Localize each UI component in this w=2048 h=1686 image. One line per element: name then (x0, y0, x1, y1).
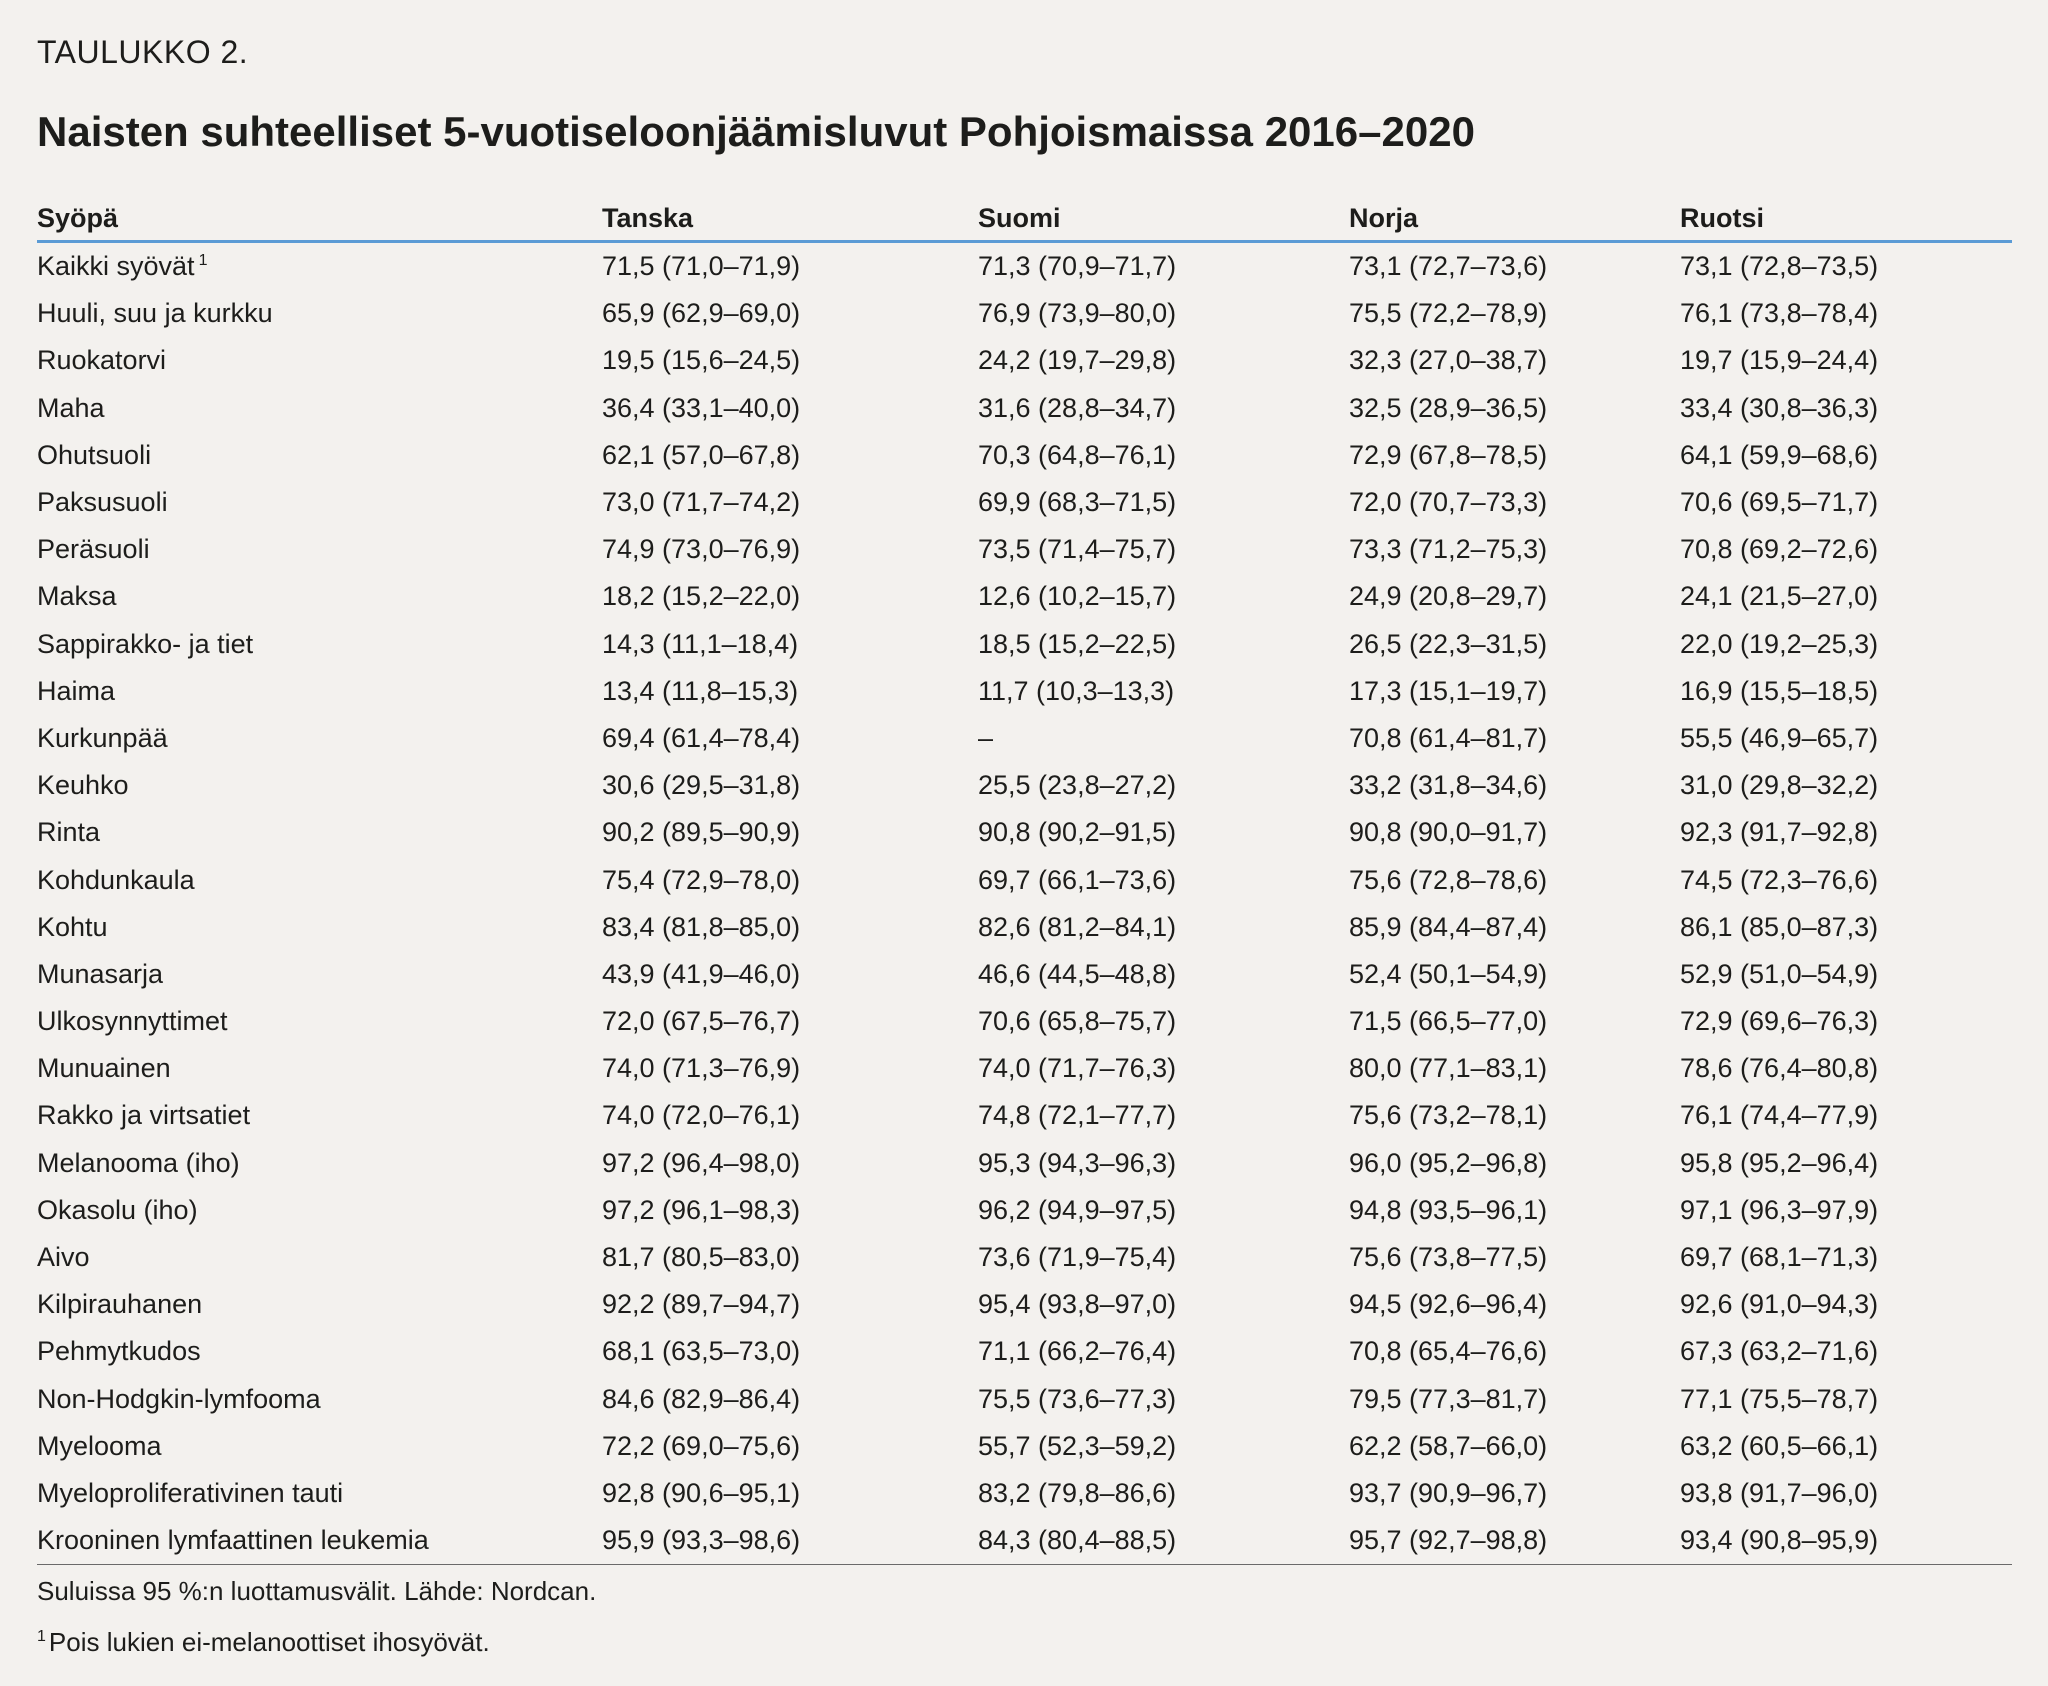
survival-value-sweden: 93,8 (91,7–96,0) (1680, 1477, 1879, 1508)
cancer-type-cell (37, 337, 602, 384)
survival-value-finland: 75,5 (73,6–77,3) (978, 1383, 1177, 1414)
survival-value-finland: 83,2 (79,8–86,6) (978, 1477, 1177, 1508)
table-row (37, 1281, 2012, 1328)
table-row (37, 432, 2012, 479)
survival-value-finland: 69,7 (66,1–73,6) (978, 864, 1177, 895)
cancer-type-cell (37, 1092, 602, 1139)
survival-value-finland: 74,8 (72,1–77,7) (978, 1100, 1177, 1131)
survival-value-sweden: 70,8 (69,2–72,6) (1680, 534, 1879, 565)
cancer-type-label: Sappirakko- ja tiet (37, 628, 254, 659)
survival-value-denmark: 97,2 (96,4–98,0) (602, 1147, 801, 1178)
survival-value-norway: 70,8 (61,4–81,7) (1349, 722, 1548, 753)
survival-value-norway: 75,6 (73,8–77,5) (1349, 1242, 1548, 1273)
cancer-type-cell (37, 479, 602, 526)
survival-value-norway: 72,0 (70,7–73,3) (1349, 487, 1548, 518)
cancer-type-label: Rinta (37, 817, 101, 848)
table-row (37, 809, 2012, 856)
survival-value-sweden: 69,7 (68,1–71,3) (1680, 1242, 1879, 1273)
table-row (37, 1470, 2012, 1517)
survival-value-sweden: 78,6 (76,4–80,8) (1680, 1053, 1879, 1084)
survival-value-norway: 32,3 (27,0–38,7) (1349, 345, 1548, 376)
survival-value-denmark: 68,1 (63,5–73,0) (602, 1336, 801, 1367)
table-row (37, 668, 2012, 715)
survival-value-denmark: 74,0 (71,3–76,9) (602, 1053, 801, 1084)
exclusion-footnote (37, 1627, 490, 1658)
survival-value-denmark: 30,6 (29,5–31,8) (602, 770, 801, 801)
cancer-type-cell (37, 1281, 602, 1328)
survival-value-finland: 73,6 (71,9–75,4) (978, 1242, 1177, 1273)
survival-value-norway: 85,9 (84,4–87,4) (1349, 911, 1548, 942)
survival-value-sweden: 74,5 (72,3–76,6) (1680, 864, 1879, 895)
survival-value-norway: 17,3 (15,1–19,7) (1349, 675, 1548, 706)
survival-value-norway: 26,5 (22,3–31,5) (1349, 628, 1548, 659)
cancer-type-cell (37, 998, 602, 1045)
survival-value-norway: 79,5 (77,3–81,7) (1349, 1383, 1548, 1414)
cancer-type-label: Non-Hodgkin-lymfooma (37, 1383, 321, 1414)
survival-value-denmark: 62,1 (57,0–67,8) (602, 439, 801, 470)
cancer-type-cell (37, 1328, 602, 1375)
cancer-type-label: Krooninen lymfaattinen leukemia (37, 1525, 429, 1556)
survival-value-finland: 31,6 (28,8–34,7) (978, 392, 1177, 423)
cancer-type-label: Ohutsuoli (37, 439, 152, 470)
cancer-type-cell (37, 385, 602, 432)
cancer-type-cell (37, 621, 602, 668)
cancer-type-cell (37, 1423, 602, 1470)
source-footnote: Suluissa 95 %:n luottamusvälit. Lähde: Nordcan. (37, 1576, 597, 1606)
survival-value-norway: 96,0 (95,2–96,8) (1349, 1147, 1548, 1178)
table-row (37, 573, 2012, 620)
cancer-type-cell (37, 1517, 602, 1565)
cancer-type-cell (37, 1045, 602, 1092)
cancer-type-label: Keuhko (37, 770, 129, 801)
survival-value-norway: 32,5 (28,9–36,5) (1349, 392, 1548, 423)
survival-value-sweden: 76,1 (73,8–78,4) (1680, 298, 1879, 329)
survival-value-sweden: 76,1 (74,4–77,9) (1680, 1100, 1879, 1131)
cancer-type-label: Kurkunpää (37, 722, 168, 753)
survival-value-sweden: 70,6 (69,5–71,7) (1680, 487, 1879, 518)
table-row (37, 904, 2012, 951)
survival-value-denmark: 69,4 (61,4–78,4) (602, 722, 801, 753)
survival-table (37, 197, 2012, 1565)
table-row (37, 1092, 2012, 1139)
survival-value-denmark: 71,5 (71,0–71,9) (602, 251, 801, 282)
cancer-type-cell (37, 432, 602, 479)
cancer-type-label: Kohtu (37, 911, 108, 942)
survival-value-norway: 24,9 (20,8–29,7) (1349, 581, 1548, 612)
survival-value-denmark: 72,0 (67,5–76,7) (602, 1006, 801, 1037)
survival-value-finland: 82,6 (81,2–84,1) (978, 911, 1177, 942)
survival-value-denmark: 36,4 (33,1–40,0) (602, 392, 801, 423)
table-row (37, 762, 2012, 809)
survival-value-finland: 55,7 (52,3–59,2) (978, 1430, 1177, 1461)
cancer-type-label: Maha (37, 392, 105, 423)
header-norway: Norja (1349, 197, 1680, 242)
survival-value-sweden: 72,9 (69,6–76,3) (1680, 1006, 1879, 1037)
survival-value-finland: 70,6 (65,8–75,7) (978, 1006, 1177, 1037)
survival-value-sweden: 33,4 (30,8–36,3) (1680, 392, 1879, 423)
cancer-type-label: Myeloproliferativinen tauti (37, 1477, 344, 1508)
survival-value-denmark: 92,2 (89,7–94,7) (602, 1289, 801, 1320)
cancer-type-label: Kilpirauhanen (37, 1289, 203, 1320)
survival-value-norway: 52,4 (50,1–54,9) (1349, 958, 1548, 989)
survival-value-finland: 18,5 (15,2–22,5) (978, 628, 1177, 659)
table-row (37, 1328, 2012, 1375)
cancer-type-cell (37, 1234, 602, 1281)
cancer-type-label: Maksa (37, 581, 117, 612)
cancer-type-label: Okasolu (iho) (37, 1194, 198, 1225)
cancer-type-label: Melanooma (iho) (37, 1147, 240, 1178)
survival-value-finland: 12,6 (10,2–15,7) (978, 581, 1177, 612)
table-header-row (37, 197, 2012, 242)
survival-value-norway: 33,2 (31,8–34,6) (1349, 770, 1548, 801)
cancer-type-label: Ruokatorvi (37, 345, 167, 376)
cancer-type-cell (37, 1470, 602, 1517)
survival-value-denmark: 19,5 (15,6–24,5) (602, 345, 801, 376)
header-denmark: Tanska (602, 197, 978, 242)
cancer-type-label: Rakko ja virtsatiet (37, 1100, 251, 1131)
cancer-type-label: Myelooma (37, 1430, 162, 1461)
cancer-type-label: Haima (37, 675, 116, 706)
survival-value-norway: 70,8 (65,4–76,6) (1349, 1336, 1548, 1367)
table-row (37, 1423, 2012, 1470)
survival-value-finland: 90,8 (90,2–91,5) (978, 817, 1177, 848)
survival-value-denmark: 18,2 (15,2–22,0) (602, 581, 801, 612)
table-body (37, 242, 2012, 1565)
table-row (37, 1187, 2012, 1234)
survival-value-denmark: 13,4 (11,8–15,3) (602, 675, 799, 706)
survival-value-denmark: 92,8 (90,6–95,1) (602, 1477, 801, 1508)
table-row (37, 621, 2012, 668)
survival-value-norway: 90,8 (90,0–91,7) (1349, 817, 1548, 848)
cancer-type-label: Ulkosynnyttimet (37, 1006, 228, 1037)
survival-value-finland: 46,6 (44,5–48,8) (978, 958, 1177, 989)
cancer-type-label: Peräsuoli (37, 534, 150, 565)
survival-value-finland: 25,5 (23,8–27,2) (978, 770, 1177, 801)
cancer-type-label: Munasarja (37, 958, 164, 989)
survival-value-finland: 69,9 (68,3–71,5) (978, 487, 1177, 518)
footnote-text: Pois lukien ei-melanoottiset ihosyövät. (48, 1627, 490, 1657)
survival-value-sweden: 63,2 (60,5–66,1) (1680, 1430, 1879, 1461)
survival-value-denmark: 90,2 (89,5–90,9) (602, 817, 801, 848)
survival-value-norway: 75,5 (72,2–78,9) (1349, 298, 1548, 329)
survival-value-denmark: 65,9 (62,9–69,0) (602, 298, 801, 329)
survival-value-finland: – (978, 722, 994, 753)
cancer-type-cell (37, 951, 602, 998)
survival-value-denmark: 75,4 (72,9–78,0) (602, 864, 801, 895)
survival-value-norway: 73,1 (72,7–73,6) (1349, 251, 1548, 282)
cancer-type-cell (37, 715, 602, 762)
survival-value-denmark: 43,9 (41,9–46,0) (602, 958, 801, 989)
survival-value-finland: 11,7 (10,3–13,3) (978, 675, 1175, 706)
table-row (37, 998, 2012, 1045)
survival-value-norway: 95,7 (92,7–98,8) (1349, 1517, 1680, 1565)
survival-value-denmark: 74,9 (73,0–76,9) (602, 534, 801, 565)
cancer-type-label: Paksusuoli (37, 487, 168, 518)
survival-value-finland: 76,9 (73,9–80,0) (978, 298, 1177, 329)
survival-value-denmark: 95,9 (93,3–98,6) (602, 1517, 978, 1565)
cancer-type-cell (37, 573, 602, 620)
survival-value-sweden: 95,8 (95,2–96,4) (1680, 1147, 1879, 1178)
table-row (37, 1517, 2012, 1565)
survival-value-finland: 73,5 (71,4–75,7) (978, 534, 1177, 565)
survival-value-sweden: 31,0 (29,8–32,2) (1680, 770, 1879, 801)
survival-value-norway: 73,3 (71,2–75,3) (1349, 534, 1548, 565)
cancer-type-cell (37, 290, 602, 337)
survival-value-norway: 72,9 (67,8–78,5) (1349, 439, 1548, 470)
survival-value-norway: 94,5 (92,6–96,4) (1349, 1289, 1548, 1320)
header-cancer: Syöpä (37, 197, 602, 242)
table-row (37, 951, 2012, 998)
survival-value-sweden: 97,1 (96,3–97,9) (1680, 1194, 1879, 1225)
survival-value-sweden: 86,1 (85,0–87,3) (1680, 911, 1879, 942)
cancer-type-cell (37, 809, 602, 856)
survival-value-norway: 62,2 (58,7–66,0) (1349, 1430, 1548, 1461)
cancer-type-cell (37, 1376, 602, 1423)
survival-table-container (37, 197, 2012, 1565)
table-row (37, 385, 2012, 432)
survival-value-sweden: 19,7 (15,9–24,4) (1680, 345, 1879, 376)
table-caption: TAULUKKO 2. (37, 34, 249, 70)
table-row (37, 479, 2012, 526)
survival-value-sweden: 92,3 (91,7–92,8) (1680, 817, 1879, 848)
cancer-type-label: Aivo (37, 1242, 90, 1273)
table-row (37, 242, 2012, 291)
survival-value-finland: 96,2 (94,9–97,5) (978, 1194, 1177, 1225)
footnote-marker: 1 (37, 1628, 46, 1645)
survival-value-sweden: 55,5 (46,9–65,7) (1680, 722, 1879, 753)
survival-value-finland: 71,1 (66,2–76,4) (978, 1336, 1177, 1367)
survival-value-denmark: 72,2 (69,0–75,6) (602, 1430, 801, 1461)
survival-value-finland: 71,3 (70,9–71,7) (978, 251, 1177, 282)
cancer-type-label: Pehmytkudos (37, 1336, 201, 1367)
survival-value-norway: 75,6 (73,2–78,1) (1349, 1100, 1548, 1131)
cancer-type-label: Kaikki syövät (37, 251, 195, 282)
table-row (37, 715, 2012, 762)
cancer-type-cell (37, 1140, 602, 1187)
survival-value-sweden: 52,9 (51,0–54,9) (1680, 958, 1879, 989)
survival-value-sweden: 64,1 (59,9–68,6) (1680, 439, 1879, 470)
table-title: Naisten suhteelliset 5-vuotiseloonjäämisluvut Pohjoismaissa 2016–2020 (37, 108, 1475, 155)
survival-value-denmark: 74,0 (72,0–76,1) (602, 1100, 801, 1131)
cancer-type-label: Munuainen (37, 1053, 171, 1084)
survival-value-sweden: 16,9 (15,5–18,5) (1680, 675, 1879, 706)
table-row (37, 1045, 2012, 1092)
table-row (37, 1376, 2012, 1423)
table-row (37, 856, 2012, 903)
header-finland: Suomi (978, 197, 1349, 242)
cancer-type-cell (37, 904, 602, 951)
survival-value-sweden: 67,3 (63,2–71,6) (1680, 1336, 1879, 1367)
cancer-type-cell (37, 242, 602, 291)
survival-value-norway: 80,0 (77,1–83,1) (1349, 1053, 1548, 1084)
survival-value-sweden: 73,1 (72,8–73,5) (1680, 251, 1879, 282)
table-row (37, 337, 2012, 384)
survival-value-sweden: 93,4 (90,8–95,9) (1680, 1517, 2012, 1565)
survival-value-sweden: 24,1 (21,5–27,0) (1680, 581, 1879, 612)
survival-value-norway: 75,6 (72,8–78,6) (1349, 864, 1548, 895)
cancer-type-cell (37, 526, 602, 573)
survival-value-sweden: 77,1 (75,5–78,7) (1680, 1383, 1879, 1414)
survival-value-denmark: 97,2 (96,1–98,3) (602, 1194, 801, 1225)
survival-value-finland: 95,3 (94,3–96,3) (978, 1147, 1177, 1178)
survival-value-sweden: 22,0 (19,2–25,3) (1680, 628, 1879, 659)
footnote-reference: 1 (198, 252, 208, 270)
survival-value-finland: 74,0 (71,7–76,3) (978, 1053, 1177, 1084)
survival-value-finland: 24,2 (19,7–29,8) (978, 345, 1177, 376)
survival-value-sweden: 92,6 (91,0–94,3) (1680, 1289, 1879, 1320)
survival-value-norway: 94,8 (93,5–96,1) (1349, 1194, 1548, 1225)
survival-value-norway: 93,7 (90,9–96,7) (1349, 1477, 1548, 1508)
cancer-type-label: Huuli, suu ja kurkku (37, 298, 273, 329)
survival-value-denmark: 83,4 (81,8–85,0) (602, 911, 801, 942)
cancer-type-label: Kohdunkaula (37, 864, 195, 895)
table-row (37, 1234, 2012, 1281)
survival-value-finland: 95,4 (93,8–97,0) (978, 1289, 1177, 1320)
survival-value-finland: 84,3 (80,4–88,5) (978, 1517, 1349, 1565)
survival-value-denmark: 81,7 (80,5–83,0) (602, 1242, 801, 1273)
survival-value-norway: 71,5 (66,5–77,0) (1349, 1006, 1548, 1037)
header-sweden: Ruotsi (1680, 197, 2012, 242)
table-row (37, 290, 2012, 337)
survival-value-finland: 70,3 (64,8–76,1) (978, 439, 1177, 470)
cancer-type-cell (37, 1187, 602, 1234)
cancer-type-cell (37, 668, 602, 715)
survival-value-denmark: 73,0 (71,7–74,2) (602, 487, 801, 518)
survival-value-denmark: 14,3 (11,1–18,4) (602, 628, 799, 659)
table-row (37, 1140, 2012, 1187)
cancer-type-cell (37, 762, 602, 809)
cancer-type-cell (37, 856, 602, 903)
table-row (37, 526, 2012, 573)
survival-value-denmark: 84,6 (82,9–86,4) (602, 1383, 801, 1414)
